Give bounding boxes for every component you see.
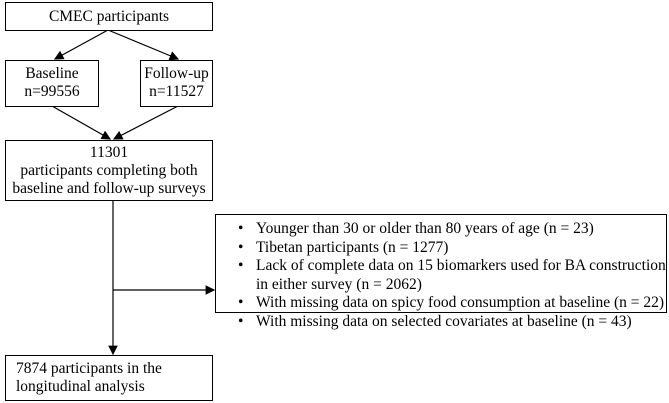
exclusion-item: • With missing data on selected covariates at baseline (n = 43) [238, 313, 666, 332]
both-desc: participants completing both baseline and follow-up surveys [12, 162, 206, 197]
followup-box [140, 60, 213, 107]
source-label: CMEC participants [48, 8, 170, 25]
exclusion-item: • Younger than 30 or older than 80 years of age (n = 23) [238, 220, 666, 239]
both-surveys-box [5, 140, 213, 201]
followup-n: n=11527 [149, 83, 204, 100]
baseline-label: Baseline [25, 65, 79, 82]
followup-label: Follow-up [144, 65, 209, 82]
exclusion-item: • Tibetan participants (n = 1277) [238, 239, 666, 258]
arrow-to-followup [108, 30, 178, 59]
baseline-box [5, 60, 99, 107]
final-line1: 7874 participants in the [16, 360, 162, 377]
exclusion-item: • With missing data on spicy food consumption at baseline (n = 22) [238, 294, 666, 313]
exclusion-item: • Lack of complete data on 15 biomarkers used for BA construction in either survey (n = 2062) [238, 257, 666, 294]
final-line2: longitudinal analysis [16, 378, 145, 395]
exclusion-list [216, 220, 666, 331]
arrow-baseline-to-both [52, 106, 110, 139]
arrow-followup-to-both [114, 106, 178, 139]
cmec-participants-box [5, 2, 213, 31]
exclusion-box [215, 214, 667, 330]
baseline-n: n=99556 [24, 83, 80, 100]
arrow-to-baseline [55, 30, 108, 59]
both-count: 11301 [89, 144, 129, 161]
final-analysis-box [5, 355, 213, 401]
